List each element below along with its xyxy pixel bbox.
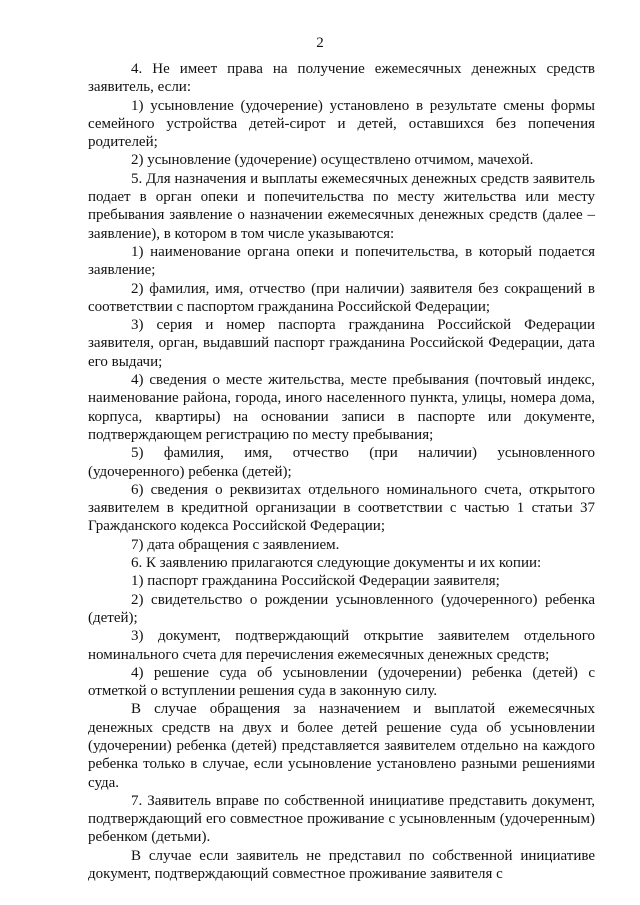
- paragraph: 1) паспорт гражданина Российской Федерации заявителя;: [131, 573, 500, 590]
- paragraph: 3) серия и номер паспорта гражданина Российской Федерации заявителя, орган, выдавший паспорт гражданина Российской Федерации, дата его выдачи;: [88, 317, 595, 370]
- paragraph: 6) сведения о реквизитах отдельного номинального счета, открытого заявителем в кредитной организации в соответствии с частью 1 статьи 37 Гражданского кодекса Российской Федерации;: [88, 481, 595, 535]
- paragraph: 2) фамилия, имя, отчество (при наличии) заявителя без сокращений в соответствии с паспортом гражданина Российской Федерации;: [88, 280, 595, 315]
- page-number: 2: [316, 35, 324, 51]
- paragraph: 4. Не имеет права на получение ежемесячных денежных средств заявитель, если:: [88, 61, 595, 96]
- paragraph: 1) наименование органа опеки и попечительства, в который подается заявление;: [88, 243, 595, 279]
- paragraph: 5. Для назначения и выплаты ежемесячных денежных средств заявитель подает в орган опеки и попечительства по месту жительства или месту пребывания заявление о назначении ежемесячных денежных средств (далее – заявление), в котором в том числе указываются:: [88, 170, 595, 242]
- paragraph: 4) решение суда об усыновлении (удочерении) ребенка (детей) с отметкой о вступлении решения суда в законную силу.: [88, 664, 595, 700]
- paragraph: 6. К заявлению прилагаются следующие документы и их копии:: [131, 555, 542, 572]
- paragraph: 1) усыновление (удочерение) установлено в результате смены формы семейного устройства детей-сирот и детей, оставшихся без попечения родителей;: [88, 97, 595, 151]
- paragraph: 2) свидетельство о рождении усыновленного (удочеренного) ребенка (детей);: [88, 591, 595, 626]
- paragraph: 3) документ, подтверждающий открытие заявителем отдельного номинального счета для перечисления ежемесячных денежных средств;: [88, 628, 595, 663]
- paragraph: 7) дата обращения с заявлением.: [131, 536, 340, 553]
- paragraph: В случае обращения за назначением и выплатой ежемесячных денежных средств на двух и более детей решение суда об усыновлении (удочерении) ребенка (детей) представляется заявителем отдельно на каждого ребенка только в случае, если усыновление установлено разными решениями суда.: [88, 701, 595, 791]
- paragraph: 5) фамилия, имя, отчество (при наличии) усыновленного (удочеренного) ребенка (детей);: [88, 445, 595, 480]
- paragraph: В случае если заявитель не представил по собственной инициативе документ, подтверждающий совместное проживание заявителя с: [88, 847, 595, 883]
- paragraph: 7. Заявитель вправе по собственной инициативе представить документ, подтверждающий его совместное проживание с усыновленным (удочеренным) ребенком (детьми).: [88, 792, 595, 846]
- paragraph: 4) сведения о месте жительства, месте пребывания (почтовый индекс, наименование района, города, иного населенного пункта, улицы, номера дома, корпуса, квартиры) на основании записи в паспорте или документе, подтверждающем регистрацию по месту пребывания;: [88, 372, 595, 443]
- document-body: [88, 60, 595, 883]
- paragraph: 2) усыновление (удочерение) осуществлено отчимом, мачехой.: [131, 152, 534, 169]
